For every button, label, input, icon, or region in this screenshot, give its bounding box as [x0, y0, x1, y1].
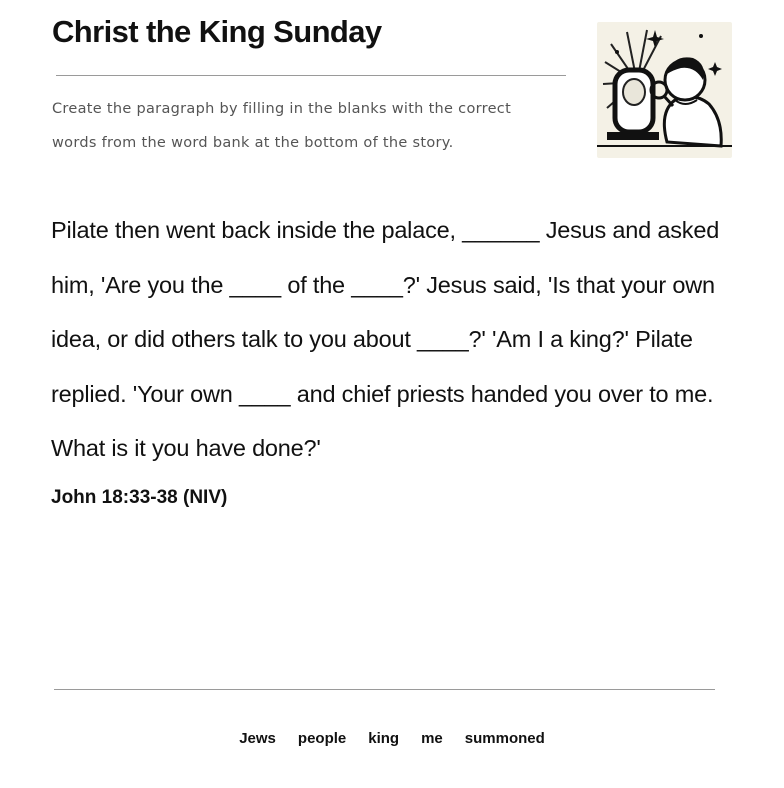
instructions-text: Create the paragraph by filling in the blanks with the correct words from the word bank at the bottom of the story. — [52, 101, 512, 151]
word-bank-divider — [54, 689, 715, 690]
title-divider — [56, 75, 566, 76]
fill-in-the-blank-passage: Pilate then went back inside the palace, ______ Jesus and asked him, 'Are you the ____ of the ____?' Jesus said, 'Is that your own idea, or did others talk to you about ____?' 'Am I a king?' Pilate replied. 'Your own ____ and chief priests handed you over to me. What is it you have done?' — [51, 217, 720, 461]
scripture-citation: John 18:33-38 (NIV) — [51, 487, 228, 508]
word-bank-item: me — [421, 730, 443, 747]
word-bank-item: Jews — [239, 730, 276, 747]
word-bank-item: king — [368, 730, 400, 747]
word-bank — [0, 730, 784, 747]
child-with-mirror-illustration — [597, 22, 732, 158]
word-bank-item: summoned — [464, 730, 545, 747]
page-title: Christ the King Sunday — [52, 14, 382, 49]
word-bank-item: people — [297, 730, 347, 747]
